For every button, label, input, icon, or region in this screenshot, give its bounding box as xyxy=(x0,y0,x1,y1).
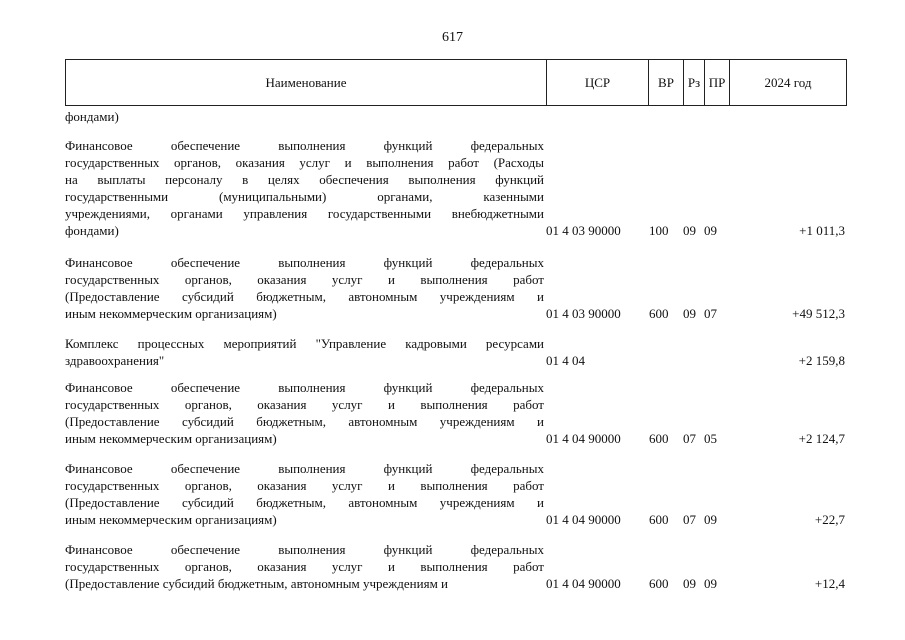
row-name-line: (Предоставление субсидий бюджетным, автономным учреждениям и xyxy=(65,414,544,429)
row-name xyxy=(65,460,544,528)
row-name-line: Финансовое обеспечение выполнения функций федеральных xyxy=(65,461,544,476)
row-name xyxy=(65,541,544,592)
row-pr: 07 xyxy=(704,306,717,321)
table-header xyxy=(65,59,847,106)
row-vr: 600 xyxy=(649,576,669,591)
row-name-line: государственных органов, оказания услуг и выполнения работ xyxy=(65,559,544,574)
row-name-line: (Предоставление субсидий бюджетным, автономным учреждениям и xyxy=(65,576,448,591)
row-pr: 05 xyxy=(704,431,717,446)
row-amount: +22,7 xyxy=(814,512,845,527)
row-amount: +2 124,7 xyxy=(798,431,845,446)
row-rz: 07 xyxy=(683,512,696,527)
row-name-line: фондами) xyxy=(65,109,119,124)
row-vr: 600 xyxy=(649,431,669,446)
row-csr: 01 4 04 90000 xyxy=(546,431,621,446)
row-name-line: фондами) xyxy=(65,223,119,238)
row-name-line: государственных органов, оказания услуг и выполнения работ (Расходы xyxy=(65,155,544,170)
row-csr: 01 4 04 90000 xyxy=(546,512,621,527)
header-pr: ПР xyxy=(708,74,726,90)
row-amount: +1 011,3 xyxy=(799,223,845,238)
row-name-line: иным некоммерческим организациям) xyxy=(65,431,277,446)
row-vr: 600 xyxy=(649,512,669,527)
row-name-line: государственных органов, оказания услуг и выполнения работ xyxy=(65,478,544,493)
row-name-line: Финансовое обеспечение выполнения функций федеральных xyxy=(65,255,544,270)
row-csr: 01 4 04 90000 xyxy=(546,576,621,591)
row-rz: 09 xyxy=(683,306,696,321)
row-name-line: государственными (муниципальными) органами, казенными xyxy=(65,189,544,204)
row-name-line: Финансовое обеспечение выполнения функций федеральных xyxy=(65,542,544,557)
row-csr: 01 4 03 90000 xyxy=(546,306,621,321)
row-name-line: государственных органов, оказания услуг и выполнения работ xyxy=(65,397,544,412)
row-amount: +12,4 xyxy=(814,576,845,591)
row-rz: 07 xyxy=(683,431,696,446)
row-name-line: Комплекс процессных мероприятий "Управление кадровыми ресурсами xyxy=(65,336,544,351)
row-name-line: учреждениями, органами управления государственными внебюджетными xyxy=(65,206,544,221)
row-name-line: здравоохранения" xyxy=(65,353,165,368)
row-amount: +2 159,8 xyxy=(798,353,845,368)
row-name xyxy=(65,379,544,447)
row-rz: 09 xyxy=(683,223,696,238)
header-vr: ВР xyxy=(658,74,674,90)
page-number: 617 xyxy=(442,30,463,45)
row-vr: 100 xyxy=(649,223,669,238)
row-amount: +49 512,3 xyxy=(792,306,845,321)
row-name xyxy=(65,137,544,239)
header-csr: ЦСР xyxy=(584,74,611,90)
row-name-line: иным некоммерческим организациям) xyxy=(65,306,277,321)
row-pr: 09 xyxy=(704,512,717,527)
row-name-line: Финансовое обеспечение выполнения функций федеральных xyxy=(65,380,544,395)
row-csr: 01 4 04 xyxy=(546,353,585,368)
row-name xyxy=(65,108,544,125)
row-name xyxy=(65,335,544,369)
row-name-line: иным некоммерческим организациям) xyxy=(65,512,277,527)
row-csr: 01 4 03 90000 xyxy=(546,223,621,238)
header-year: 2024 год xyxy=(764,74,812,90)
row-vr: 600 xyxy=(649,306,669,321)
row-name-line: на выплаты персоналу в целях обеспечения выполнения функций xyxy=(65,172,544,187)
row-name-line: (Предоставление субсидий бюджетным, автономным учреждениям и xyxy=(65,495,544,510)
row-pr: 09 xyxy=(704,576,717,591)
row-name-line: государственных органов, оказания услуг и выполнения работ xyxy=(65,272,544,287)
header-name: Наименование xyxy=(265,74,347,90)
row-name-line: (Предоставление субсидий бюджетным, автономным учреждениям и xyxy=(65,289,544,304)
row-name-line: Финансовое обеспечение выполнения функций федеральных xyxy=(65,138,544,153)
row-pr: 09 xyxy=(704,223,717,238)
header-rz: Рз xyxy=(687,74,701,90)
row-name xyxy=(65,254,544,322)
row-rz: 09 xyxy=(683,576,696,591)
